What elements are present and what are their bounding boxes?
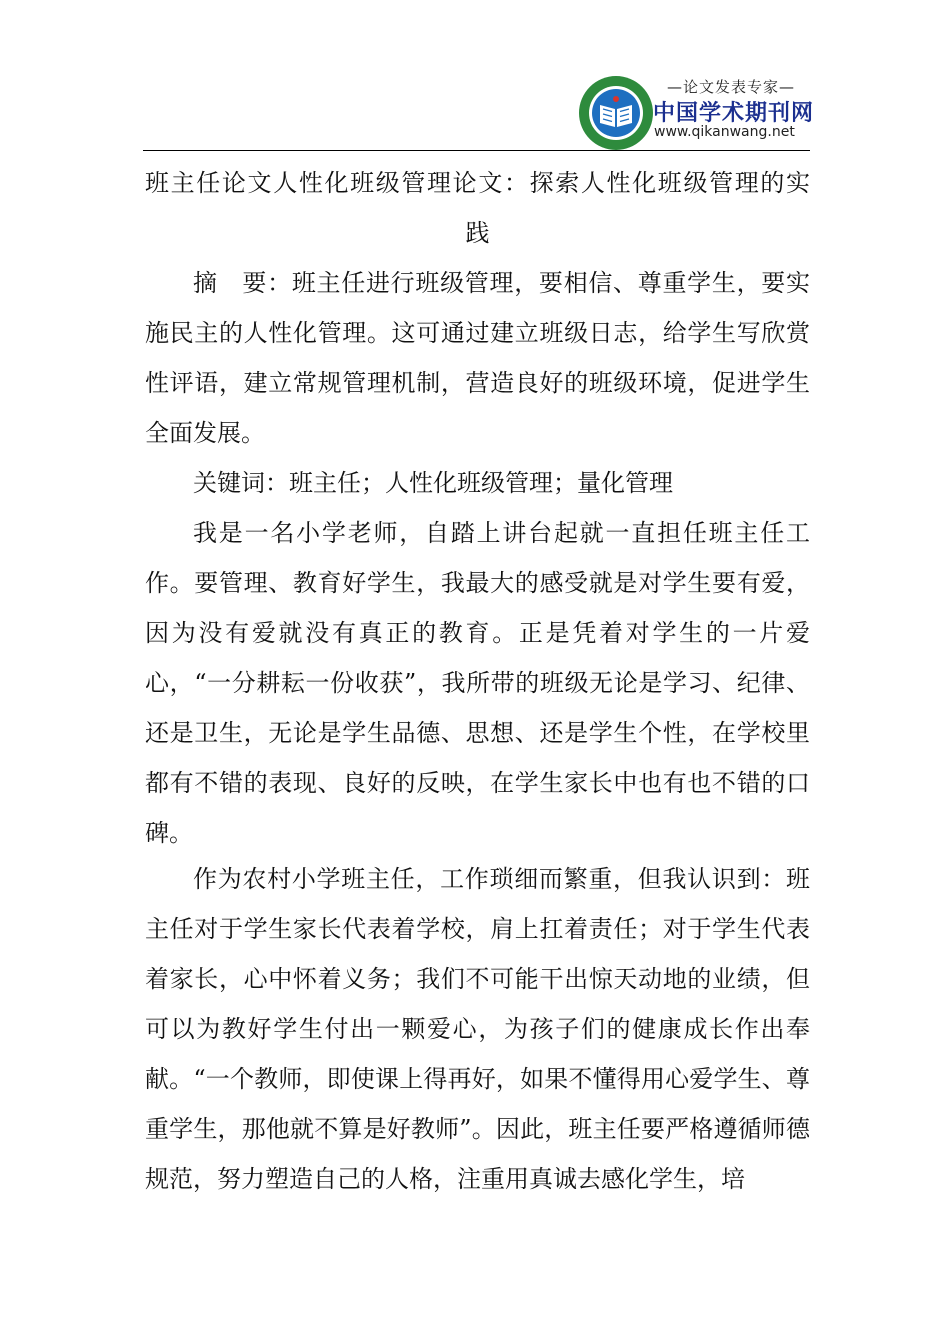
qikanwang-logo-icon	[578, 75, 654, 151]
keywords-paragraph: 关键词：班主任；人性化班级管理；量化管理	[193, 469, 673, 497]
logo-url: www.qikanwang.net	[654, 124, 795, 140]
header-divider	[143, 150, 810, 151]
body-paragraph-1: 我是一名小学老师，自踏上讲台起就一直担任班主任工作。要管理、教育好学生，我最大的感受就是对学生要有爱，因为没有爱就没有真正的教育。正是凭着对学生的一片爱心，“一分耕耘一份收获”，我所带的班级无论是学习、纪律、还是卫生，无论是学生品德、思想、还是学生个性，在学校里都有不错的表现、良好的反映，在学生家长中也有也不错的口碑。	[145, 519, 810, 847]
logo-name: 中国学术期刊网	[653, 101, 815, 126]
abstract-paragraph: 摘 要：班主任进行班级管理，要相信、尊重学生，要实施民主的人性化管理。这可通过建立班级日志，给学生写欣赏性评语，建立常规管理机制，营造良好的班级环境，促进学生全面发展。	[145, 269, 810, 447]
document-body	[145, 158, 810, 1204]
title-line-1: 班主任论文人性化班级管理论文：探索人性化班级管理的实	[145, 169, 810, 197]
document-title	[145, 158, 810, 258]
body-paragraph-2: 作为农村小学班主任，工作琐细而繁重，但我认识到：班主任对于学生家长代表着学校，肩上扛着责任；对于学生代表着家长，心中怀着义务；我们不可能干出惊天动地的业绩，但可以为教好学生付出一颗爱心，为孩子们的健康成长作出奉献。“一个教师，即使课上得再好，如果不懂得用心爱学生、尊重学生，那他就不算是好教师”。因此，班主任要严格遵循师德规范，努力塑造自己的人格，注重用真诚去感化学生，培	[145, 865, 810, 1193]
title-line-2: 践	[465, 219, 490, 247]
page-header	[0, 0, 950, 150]
logo-slogan: —论文发表专家—	[666, 78, 795, 96]
